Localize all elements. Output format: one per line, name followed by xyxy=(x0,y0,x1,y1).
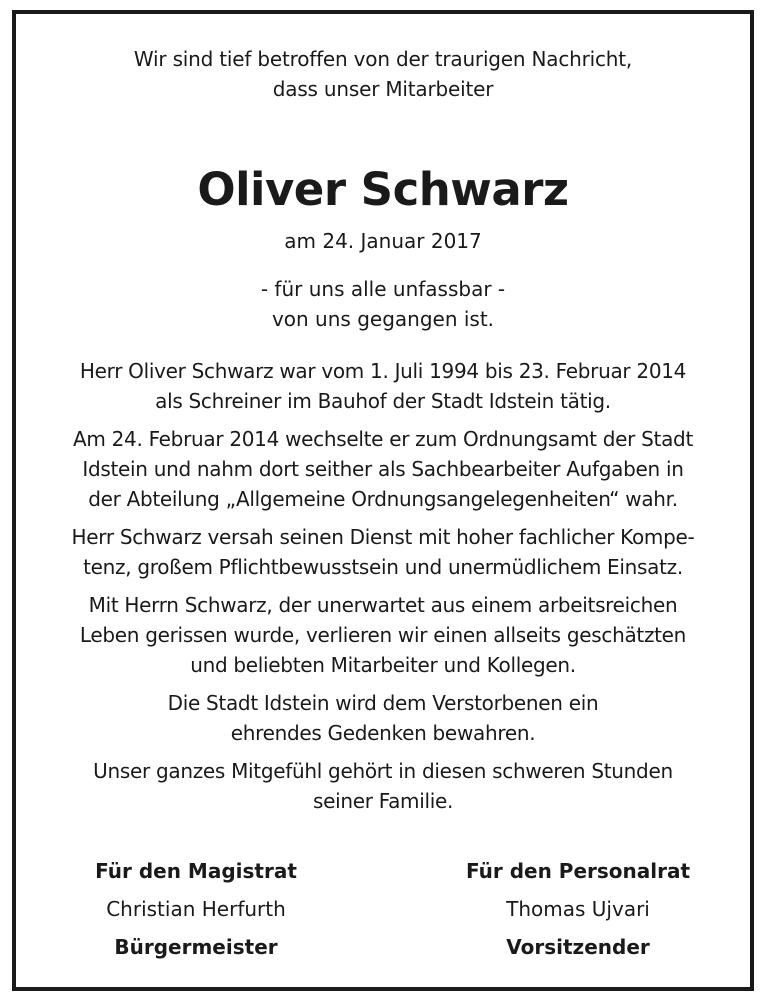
paragraph-line: Unser ganzes Mitgefühl gehört in diesen schweren Stunden xyxy=(93,759,673,783)
intro-line: dass unser Mitarbeiter xyxy=(272,77,494,101)
paragraph-career-change xyxy=(16,424,750,514)
paragraph-line: der Abteilung „Allgemeine Ordnungsangelegenheiten“ wahr. xyxy=(88,487,678,511)
paragraph-line: Herr Schwarz versah seinen Dienst mit hoher fachlicher Kompe- xyxy=(71,525,695,549)
paragraph-line: Am 24. Februar 2014 wechselte er zum Ordnungsamt der Stadt xyxy=(72,427,693,451)
paragraph-line: Herr Oliver Schwarz war vom 1. Juli 1994 bis 23. Februar 2014 xyxy=(79,359,687,383)
signature-heading: Für den Personalrat xyxy=(465,859,691,883)
paragraph-career-start xyxy=(16,356,750,416)
paragraph-line: seiner Familie. xyxy=(312,789,454,813)
paragraph-line: Mit Herrn Schwarz, der unerwartet aus einem arbeitsreichen xyxy=(88,593,678,617)
signatory-role: Vorsitzender xyxy=(506,935,650,959)
signatory-name: Thomas Ujvari xyxy=(506,897,650,921)
condolence-phrase xyxy=(16,274,750,334)
paragraph-loss xyxy=(16,590,750,680)
signature-block xyxy=(16,852,750,972)
signatory-name: Christian Herfurth xyxy=(106,897,286,921)
obituary-body xyxy=(16,356,750,824)
paragraph-line: Die Stadt Idstein wird dem Verstorbenen ein xyxy=(167,691,599,715)
paragraph-line: als Schreiner im Bauhof der Stadt Idstein tätig. xyxy=(155,389,611,413)
phrase-line: von uns gegangen ist. xyxy=(271,307,495,331)
intro-line: Wir sind tief betroffen von der traurigen Nachricht, xyxy=(133,47,633,71)
paragraph-line: Leben gerissen wurde, verlieren wir einen allseits geschätzten xyxy=(79,623,687,647)
paragraph-line: tenz, großem Pflichtbewusstsein und unermüdlichem Einsatz. xyxy=(83,555,683,579)
signature-magistrat xyxy=(46,852,346,966)
obituary-notice-frame xyxy=(12,10,754,991)
intro-text xyxy=(16,44,750,104)
phrase-line: - für uns alle unfassbar - xyxy=(260,277,506,301)
paragraph-line: ehrendes Gedenken bewahren. xyxy=(230,721,536,745)
signature-heading: Für den Magistrat xyxy=(95,859,297,883)
paragraph-line: Idstein und nahm dort seither als Sachbearbeiter Aufgaben in xyxy=(82,457,684,481)
deceased-name: Oliver Schwarz xyxy=(197,163,569,216)
signatory-role: Bürgermeister xyxy=(114,935,278,959)
signature-personalrat xyxy=(428,852,728,966)
date-of-death: am 24. Januar 2017 xyxy=(284,229,482,253)
paragraph-line: und beliebten Mitarbeiter und Kollegen. xyxy=(190,653,576,677)
paragraph-remembrance xyxy=(16,688,750,748)
paragraph-service xyxy=(16,522,750,582)
paragraph-sympathy xyxy=(16,756,750,816)
